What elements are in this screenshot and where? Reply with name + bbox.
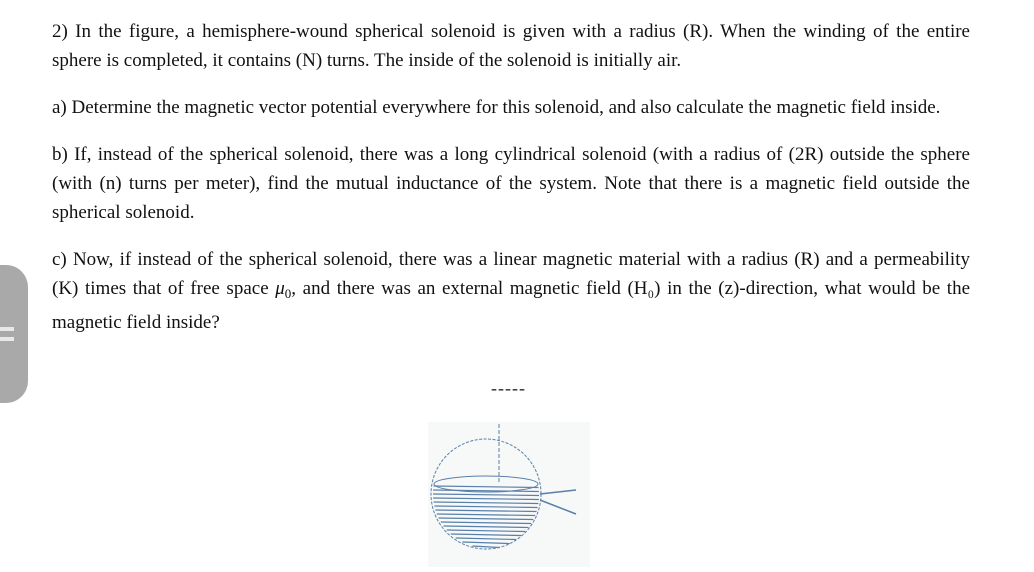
part-c-text-after: , and there was an external magnetic field (H₀) in the (z)-direction, what would be the magnetic field inside? xyxy=(52,278,970,333)
winding-turn xyxy=(433,494,539,496)
winding-turn xyxy=(437,514,535,516)
winding-turn xyxy=(462,542,509,544)
mu-symbol: μ xyxy=(275,278,285,299)
hemisphere-solenoid-figure xyxy=(428,422,590,567)
question-part-b: b) If, instead of the spherical solenoid, there was a long cylindrical solenoid (with a radius of (2R) outside the sphere (with (n) turns per meter), find the mutual inductance of the system. Note that there is a magnetic field outside the spherical solenoid. xyxy=(52,144,970,223)
solenoid-sketch xyxy=(428,422,590,567)
mu-subscript: 0 xyxy=(284,286,292,301)
winding-turn xyxy=(472,546,499,548)
question-part-a: a) Determine the magnetic vector potential everywhere for this solenoid, and also calculate the magnetic field inside. xyxy=(52,97,941,118)
winding-turn xyxy=(434,486,539,488)
winding-turn xyxy=(434,502,539,504)
lead-wire-upper xyxy=(540,490,576,494)
section-divider: ----- xyxy=(491,378,526,398)
winding-turn xyxy=(434,506,537,508)
part-c-text-before: c) Now, if instead of the spherical solenoid, there was a linear magnetic material with a radius (R) and a permeability (K) times that of free space xyxy=(52,249,970,299)
question-text xyxy=(52,17,970,337)
winding-turn xyxy=(447,530,525,532)
winding-turn xyxy=(451,534,522,536)
handle-grip-line xyxy=(0,337,14,341)
winding-turn xyxy=(433,490,539,492)
handle-grip-line xyxy=(0,327,14,331)
solenoid-windings xyxy=(433,486,539,548)
equator-ellipse xyxy=(434,476,538,492)
winding-turn xyxy=(439,518,534,520)
winding-turn xyxy=(433,498,539,500)
winding-turn xyxy=(444,526,529,528)
question-part-c xyxy=(52,245,970,337)
winding-turn xyxy=(441,522,531,524)
winding-turn xyxy=(435,510,536,512)
question-intro: 2) In the figure, a hemisphere-wound spherical solenoid is given with a radius (R). When the winding of the entire sphere is completed, it contains (N) turns. The inside of the solenoid is initially air. xyxy=(52,21,970,71)
side-panel-handle[interactable] xyxy=(0,265,28,403)
lead-wire-lower xyxy=(540,500,576,514)
winding-turn xyxy=(456,538,517,540)
